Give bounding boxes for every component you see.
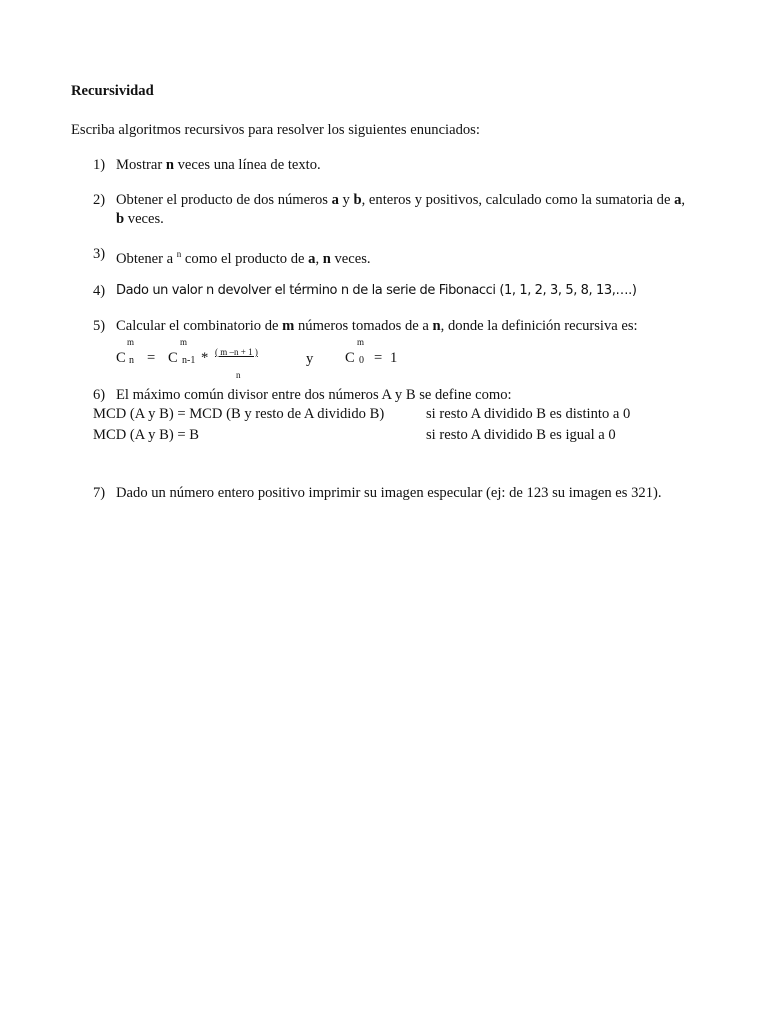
- formula-sup-m: m: [180, 337, 188, 347]
- item-number: 2): [93, 192, 106, 208]
- bold-run: n: [165, 157, 174, 173]
- formula-sup-m: m: [357, 337, 365, 347]
- text-run: números tomados de a: [294, 318, 433, 334]
- bold-run: a: [331, 192, 339, 208]
- text-run: Calcular el combinatorio de: [116, 318, 283, 334]
- formula-fraction-numerator: ( m –n + 1 ): [215, 347, 258, 357]
- bold-run: a: [308, 250, 316, 267]
- intro-text: Escriba algoritmos recursivos para resolver los siguientes enunciados:: [71, 122, 480, 138]
- formula-sub-n: n: [129, 355, 134, 366]
- item-text-line2: [116, 210, 164, 228]
- bold-run: n: [322, 250, 331, 267]
- formula-star: *: [201, 350, 209, 366]
- text-run: Obtener el producto de dos números: [116, 192, 332, 208]
- bold-run: a: [674, 192, 682, 208]
- item-text: [116, 317, 638, 335]
- text-run: Mostrar: [116, 157, 166, 173]
- bold-run: b: [353, 192, 362, 208]
- mcd-rule-2: MCD (A y B) = B: [93, 427, 199, 443]
- item-text: [116, 191, 685, 209]
- mcd-condition-1: si resto A dividido B es distinto a 0: [426, 406, 631, 422]
- item-number: 3): [93, 246, 106, 262]
- item-text: El máximo común divisor entre dos números A y B se define como:: [116, 387, 512, 403]
- formula-c: C: [345, 350, 355, 366]
- superscript-n: n: [176, 249, 182, 259]
- formula-equals: =: [374, 350, 383, 366]
- formula-sub-0: 0: [359, 355, 364, 366]
- text-run: Obtener a: [116, 250, 177, 267]
- item-text: Dado un número entero positivo imprimir su imagen especular (ej: de 123 su imagen es 321).: [116, 485, 662, 501]
- formula-equals: =: [147, 350, 156, 366]
- item-text: [116, 156, 321, 174]
- item-text: Dado un valor n devolver el término n de la serie de Fibonacci (1, 1, 2, 3, 5, 8, 13,….): [116, 283, 637, 298]
- bold-run: n: [432, 318, 441, 334]
- formula-c: C: [168, 350, 178, 366]
- formula-one: 1: [390, 350, 398, 366]
- bold-run: m: [282, 318, 295, 334]
- item-number: 7): [93, 485, 106, 501]
- text-run: veces.: [124, 211, 164, 227]
- item-number: 5): [93, 318, 106, 334]
- mcd-condition-2: si resto A dividido B es igual a 0: [426, 427, 616, 443]
- item-number: 1): [93, 157, 106, 173]
- mcd-rule-1: MCD (A y B) = MCD (B y resto de A dividido B): [93, 406, 385, 422]
- formula-y: y: [306, 351, 314, 367]
- item-number: 4): [93, 283, 106, 299]
- text-run: veces.: [330, 250, 371, 267]
- formula-fraction-denominator: n: [236, 370, 241, 380]
- text-run: ,: [315, 250, 323, 267]
- page-title: Recursividad: [71, 83, 154, 99]
- text-run: como el producto de: [181, 250, 309, 267]
- formula-c: C: [116, 350, 126, 366]
- bold-run: b: [116, 211, 125, 227]
- text-run: , enteros y positivos, calculado como la sumatoria de: [361, 192, 675, 208]
- item-number: 6): [93, 387, 106, 403]
- text-run: veces una línea de texto.: [173, 157, 321, 173]
- formula-sub-n-1: n-1: [182, 355, 196, 366]
- item-text: [116, 245, 371, 268]
- text-run: , donde la definición recursiva es:: [440, 318, 638, 334]
- text-run: ,: [681, 192, 686, 208]
- formula-sup-m: m: [127, 337, 135, 347]
- text-run: y: [338, 192, 354, 208]
